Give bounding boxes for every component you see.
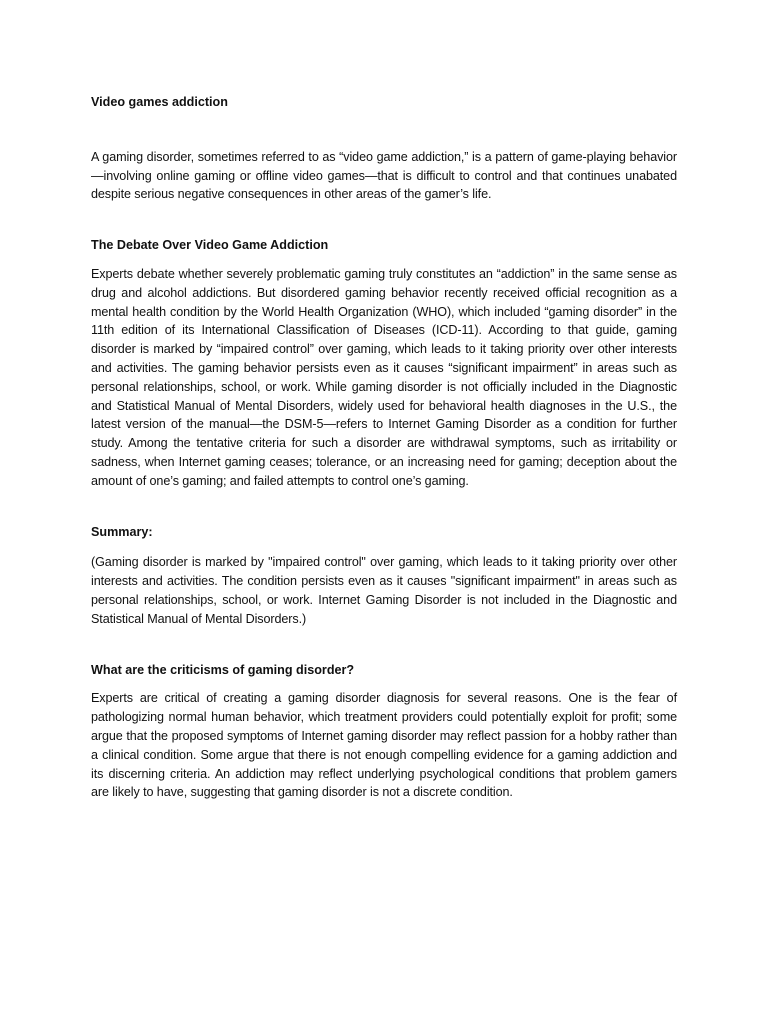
intro-paragraph: A gaming disorder, sometimes referred to as “video game addiction,” is a pattern of game-playing behavior—involving online gaming or offline video games—that is difficult to control and that continues unabated despite serious negative consequences in other areas of the gamer’s life.	[91, 149, 677, 202]
section-heading-criticisms: What are the criticisms of gaming disorder?	[91, 662, 355, 677]
section-body-debate: Experts debate whether severely problematic gaming truly constitutes an “addiction” in the same sense as drug and alcohol addictions. But disordered gaming behavior recently received official recognition as a mental health condition by the World Health Organization (WHO), which included “gaming disorder” in the 11th edition of its International Classification of Diseases (ICD-11). According to that guide, gaming disorder is marked by “impaired control” over gaming, which leads to it taking priority over other interests and activities. The gaming behavior persists even as it causes “significant impairment” in areas such as personal relationships, school, or work. While gaming disorder is not officially included in the Diagnostic and Statistical Manual of Mental Disorders, widely used for behavioral health diagnoses in the U.S., the latest version of the manual—the DSM-5—refers to Internet Gaming Disorder as a condition for further study. Among the tentative criteria for such a disorder are withdrawal symptoms, such as irritability or sadness, when Internet gaming ceases; tolerance, or an increasing need for gaming; deception about the amount of one’s gaming; and failed attempts to control one’s gaming.	[91, 266, 677, 488]
document-title: Video games addiction	[91, 95, 228, 109]
document-content	[91, 93, 677, 802]
section-body-criticisms: Experts are critical of creating a gaming disorder diagnosis for several reasons. One is the fear of pathologizing normal human behavior, which treatment providers could potentially exploit for profit; some argue that the proposed symptoms of Internet gaming disorder may reflect passion for a hobby rather than a clinical condition. Some argue that there is not enough compelling evidence for a gaming addiction and its discerning criteria. An addiction may reflect underlying psychological conditions that problem gamers are likely to have, suggesting that gaming disorder is not a discrete condition.	[91, 691, 677, 800]
section-heading-debate: The Debate Over Video Game Addiction	[91, 238, 329, 253]
section-body-summary: (Gaming disorder is marked by "impaired control" over gaming, which leads to it taking priority over other interests and activities. The condition persists even as it causes "significant impairment" in areas such as personal relationships, school, or work. Internet Gaming Disorder is not included in the Diagnostic and Statistical Manual of Mental Disorders.)	[91, 555, 677, 626]
section-heading-summary: Summary:	[91, 524, 153, 539]
